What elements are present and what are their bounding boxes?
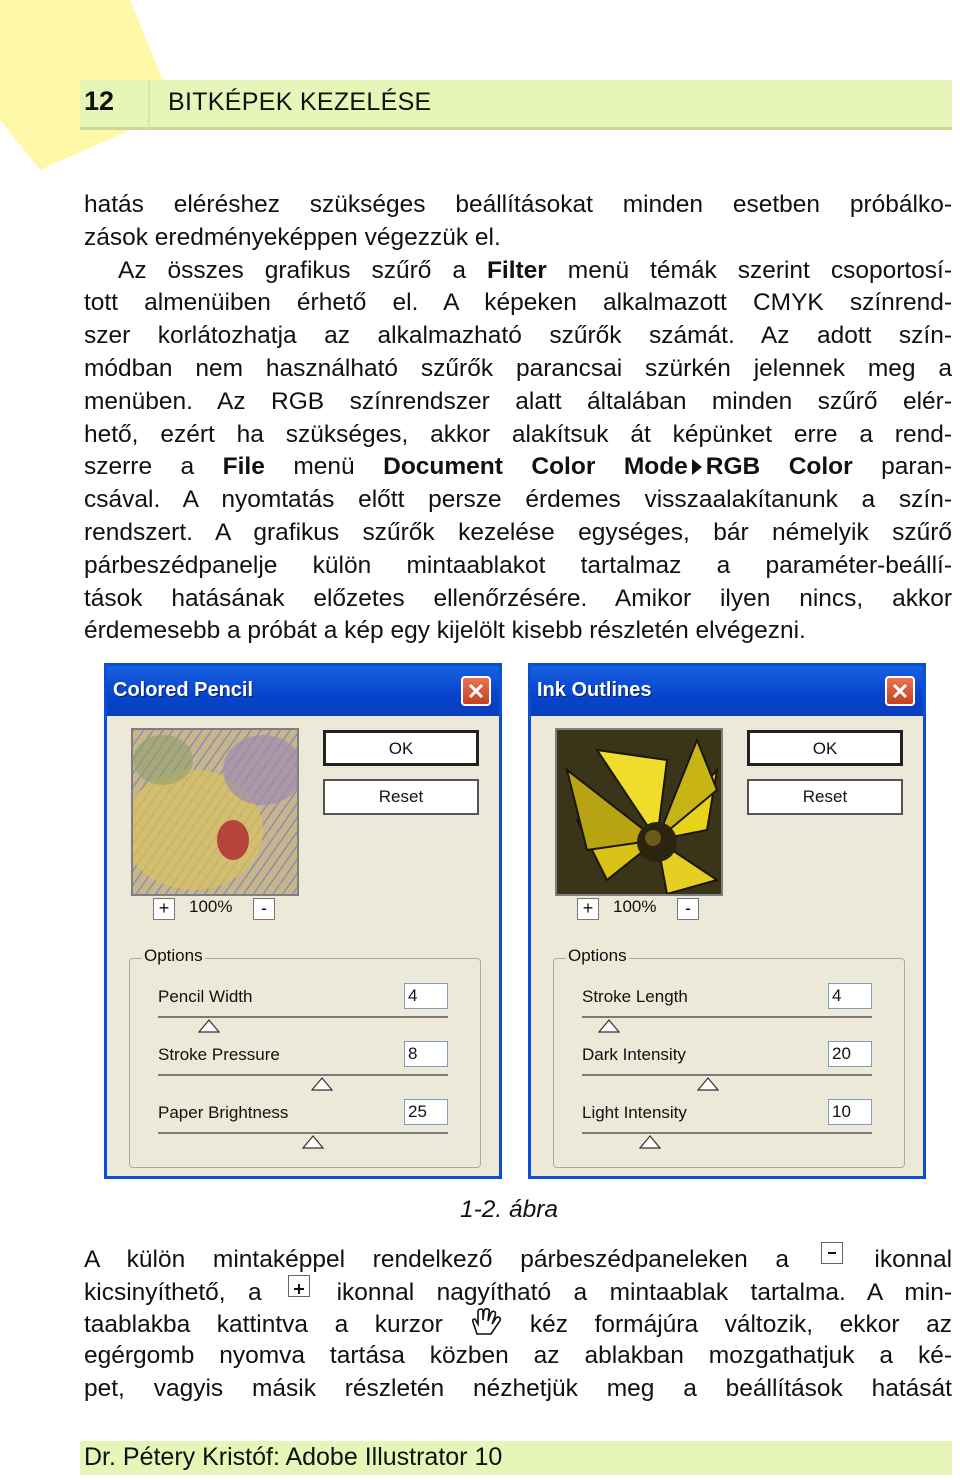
option-label: Dark Intensity [582, 1045, 686, 1064]
zoom-out-button[interactable]: - [253, 898, 275, 920]
stroke-pressure-field[interactable]: 8 [404, 1041, 448, 1067]
zoom-controls [577, 894, 707, 922]
text-line: tott almenüiben érhető el. A képeken alkalmazott CMYK színrend- [84, 289, 952, 317]
options-legend: Options [568, 946, 627, 965]
zoom-in-button[interactable]: + [153, 898, 175, 920]
close-icon [468, 683, 484, 699]
option-label: Stroke Length [582, 987, 688, 1006]
menu-name-file: File [222, 453, 265, 481]
slider-track[interactable] [158, 1074, 448, 1076]
slider-thumb[interactable] [598, 1019, 620, 1033]
header-divider [148, 80, 150, 130]
body-paragraph-1 [84, 189, 952, 648]
chapter-header [80, 80, 952, 130]
zoom-controls [153, 894, 283, 922]
close-button[interactable] [461, 676, 491, 706]
slider-track[interactable] [158, 1132, 448, 1134]
triangle-right-icon [692, 459, 702, 475]
close-button[interactable] [885, 676, 915, 706]
text-line: hatás eléréshez szükséges beállításokat minden esetben próbálko- [84, 191, 952, 218]
option-light-intensity [582, 1103, 882, 1161]
options-group [129, 946, 481, 1168]
zoom-out-button[interactable]: - [677, 898, 699, 920]
filter-preview[interactable] [131, 728, 299, 896]
text-line: módban nem használható szűrők parancsai szürkén jelennek meg a [84, 354, 952, 382]
chapter-title: BITKÉPEK KEZELÉSE [168, 88, 432, 116]
reset-button[interactable]: Reset [323, 779, 479, 815]
slider-thumb[interactable] [302, 1135, 324, 1149]
option-paper-brightness [158, 1103, 458, 1161]
option-label: Pencil Width [158, 987, 253, 1006]
options-legend: Options [144, 946, 203, 965]
slider-thumb[interactable] [311, 1077, 333, 1091]
text-line: menüben. Az RGB színrendszer alatt általában minden szűrő elér- [84, 387, 952, 415]
text-line: csával. A nyomtatás előtt persze érdemes visszaalakítanunk a szín- [84, 486, 952, 514]
text-line: párbeszédpanelje külön mintaablakot tartalmaz a paraméter-beállí- [84, 551, 952, 579]
hand-cursor-icon [469, 1308, 503, 1336]
ok-button[interactable]: OK [747, 730, 903, 766]
slider-track[interactable] [158, 1016, 448, 1018]
text-line: pet, vagyis másik részletén nézhetjük meg a beállítások hatását [84, 1375, 952, 1403]
minus-box-icon [821, 1242, 843, 1264]
colored-pencil-dialog [104, 663, 502, 1179]
option-dark-intensity [582, 1045, 882, 1103]
option-pencil-width [158, 987, 458, 1045]
body-paragraph-2 [84, 1242, 952, 1406]
paper-brightness-field[interactable]: 25 [404, 1099, 448, 1125]
text-line: érdemesebb a próbát a kép egy kijelölt kisebb részletén elvégezni. [84, 617, 806, 645]
pencil-width-field[interactable]: 4 [404, 983, 448, 1009]
option-label: Stroke Pressure [158, 1045, 280, 1064]
dialog-title: Colored Pencil [113, 679, 254, 701]
zoom-in-button[interactable]: + [577, 898, 599, 920]
text-line: tások hatásának előzetes ellenőrzésére. Amikor ilyen nincs, akkor [84, 584, 952, 612]
zoom-level: 100% [613, 897, 657, 916]
text-line: A külön mintaképpel rendelkező párbeszédpaneleken a ikonnal [84, 1242, 952, 1275]
slider-thumb[interactable] [697, 1077, 719, 1091]
text-line: rendszert. A grafikus szűrők kezelése egységes, bár némelyik szűrő [84, 518, 952, 546]
text-line: egérgomb nyomva tartása közben az ablakban mozgathatjuk a ké- [84, 1342, 952, 1370]
light-intensity-field[interactable]: 10 [828, 1099, 872, 1125]
slider-track[interactable] [582, 1074, 872, 1076]
plus-box-icon [288, 1275, 310, 1297]
zoom-level: 100% [189, 897, 233, 916]
stroke-length-field[interactable]: 4 [828, 983, 872, 1009]
dialog-title: Ink Outlines [537, 679, 652, 701]
option-stroke-pressure [158, 1045, 458, 1103]
text-line: zások eredményeképpen végezzük el. [84, 223, 501, 251]
text-line: hető, ezért ha szükséges, akkor alakítsuk át képünket erre a rend- [84, 420, 952, 448]
page-footer [80, 1441, 952, 1475]
reset-button[interactable]: Reset [747, 779, 903, 815]
footer-text: Dr. Pétery Kristóf: Adobe Illustrator 10 [84, 1443, 503, 1471]
text-line: kicsinyíthető, a ikonnal nagyítható a mintaablak tartalma. A min- [84, 1275, 952, 1308]
filter-preview[interactable] [555, 728, 723, 896]
page-number: 12 [84, 86, 115, 116]
menu-name-filter: Filter [486, 256, 547, 284]
dialog-titlebar[interactable] [531, 666, 923, 716]
ink-outlines-dialog [528, 663, 926, 1179]
text-line: Az összes grafikus szűrő a Filter menü témák szerint csoportosí- [118, 256, 953, 284]
flower-preview-image [557, 730, 721, 894]
dark-intensity-field[interactable]: 20 [828, 1041, 872, 1067]
slider-thumb[interactable] [198, 1019, 220, 1033]
text-line: taablakba kattintva a kurzor kéz formájúra változik, ekkor az [84, 1308, 952, 1341]
menu-name-rgb-color: RGB Color [705, 453, 853, 481]
dialog-titlebar[interactable] [107, 666, 499, 716]
figure-caption: 1-2. ábra [460, 1196, 559, 1223]
close-icon [892, 683, 908, 699]
options-group [553, 946, 905, 1168]
ok-button[interactable]: OK [323, 730, 479, 766]
option-label: Paper Brightness [158, 1103, 289, 1122]
flower-preview-image [133, 730, 297, 894]
option-label: Light Intensity [582, 1103, 687, 1122]
text-line: szer korlátozhatja az alkalmazható szűrők számát. Az adott szín- [84, 322, 952, 350]
slider-thumb[interactable] [639, 1135, 661, 1149]
slider-track[interactable] [582, 1016, 872, 1018]
menu-name-document-color-mode: Document Color Mode [383, 453, 688, 481]
text-line: szerre a File menü Document Color Mode RGB Color paran- [84, 453, 952, 481]
option-stroke-length [582, 987, 882, 1045]
slider-track[interactable] [582, 1132, 872, 1134]
